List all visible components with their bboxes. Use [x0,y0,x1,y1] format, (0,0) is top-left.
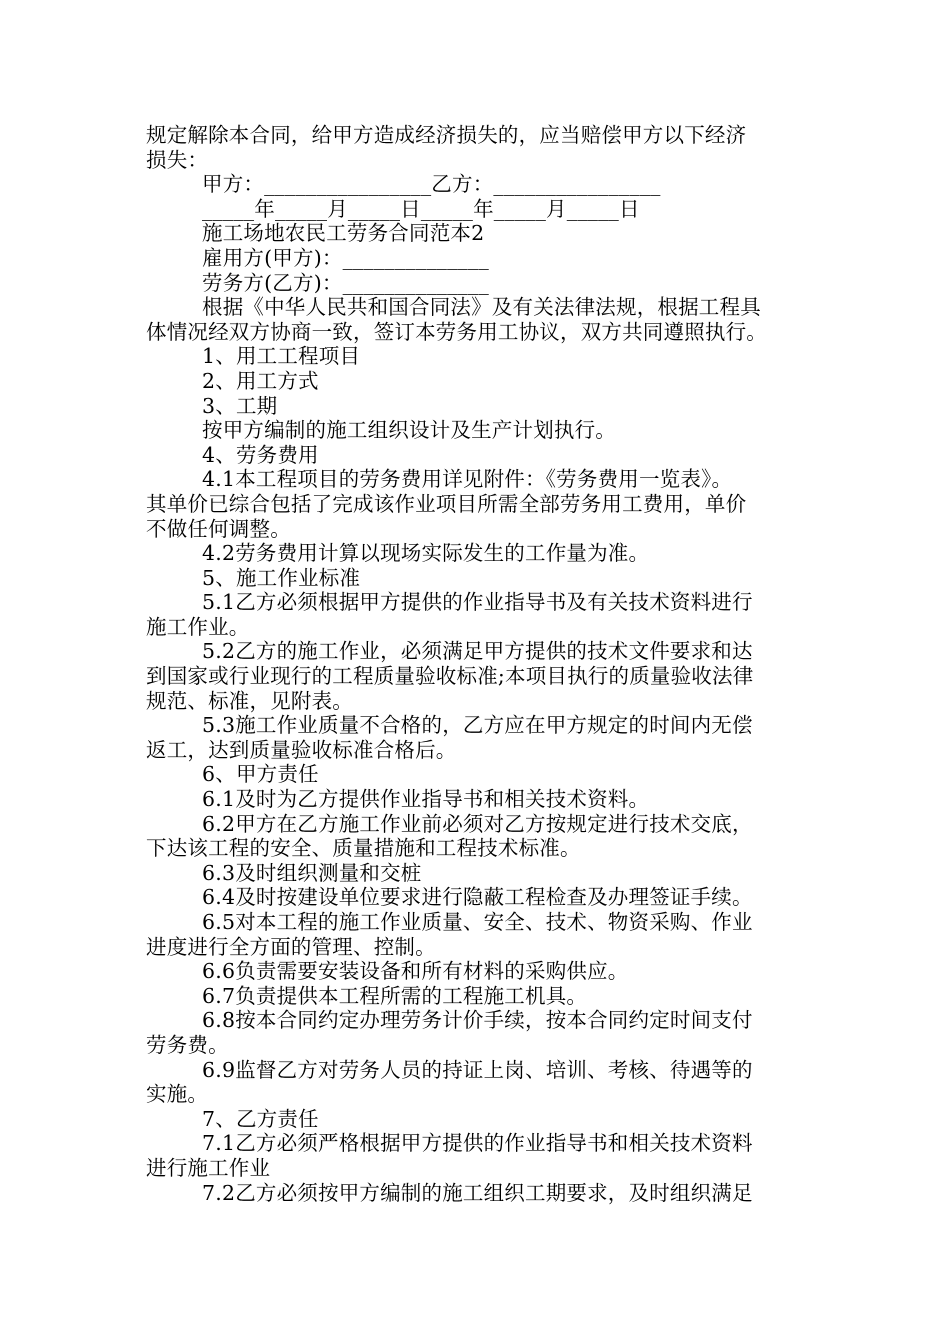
text-line: 6.4及时按建设单位要求进行隐蔽工程检查及办理签证手续。 [202,885,753,910]
text-line: 7.1乙方必须严格根据甲方提供的作业指导书和相关技术资料 [202,1131,753,1156]
text-line: 进行施工作业 [146,1155,271,1180]
text-line: 其单价已综合包括了完成该作业项目所需全部劳务用工费用，单价 [146,491,747,516]
signature-line: 甲方：________________乙方：________________ [202,172,661,197]
text-line: 6.2甲方在乙方施工作业前必须对乙方按规定进行技术交底， [202,811,753,836]
text-line: 6.1及时为乙方提供作业指导书和相关技术资料。 [202,787,650,812]
text-line: 根据《中华人民共和国合同法》及有关法律法规，根据工程具 [202,295,761,320]
text-line: 实施。 [146,1082,209,1107]
text-line: 6.8按本合同约定办理劳务计价手续，按本合同约定时间支付 [202,1008,753,1033]
text-line: 5.2乙方的施工作业，必须满足甲方提供的技术文件要求和达 [202,639,753,664]
clause-heading: 5、施工作业标准 [202,565,361,590]
text-line: 到国家或行业现行的工程质量验收标准;本项目执行的质量验收法律 [146,664,754,689]
text-line: 6.6负责需要安装设备和所有材料的采购供应。 [202,959,629,984]
party-b-line: 劳务方(乙方)：______________ [202,270,489,295]
text-line: 规定解除本合同，给甲方造成经济损失的，应当赔偿甲方以下经济 [146,123,747,147]
text-line: 5.1乙方必须根据甲方提供的作业指导书及有关技术资料进行 [202,590,753,615]
clause-heading: 4、劳务费用 [202,442,319,467]
text-line: 6.3及时组织测量和交桩 [202,860,422,885]
text-line: 施工作业。 [146,614,250,639]
text-line: 返工，达到质量验收标准合格后。 [146,737,457,762]
text-line: 5.3施工作业质量不合格的，乙方应在甲方规定的时间内无偿 [202,713,753,738]
text-line: 6.5对本工程的施工作业质量、安全、技术、物资采购、作业 [202,910,753,934]
text-line: 不做任何调整。 [146,516,291,541]
text-line: 4.2劳务费用计算以现场实际发生的工作量为准。 [202,541,650,566]
text-line: 劳务费。 [146,1032,229,1057]
text-line: 下达该工程的安全、质量措施和工程技术标准。 [146,836,581,861]
clause-heading: 2、用工方式 [202,368,319,393]
text-line: 规范、标准，见附表。 [146,688,353,713]
section-title: 施工场地农民工劳务合同范本2 [202,221,485,246]
text-line: 损失： [146,147,209,172]
text-line: 6.7负责提供本工程所需的工程施工机具。 [202,983,588,1008]
party-a-line: 雇用方(甲方)：______________ [202,245,489,270]
text-line: 6.9监督乙方对劳务人员的持证上岗、培训、考核、待遇等的 [202,1057,753,1082]
text-line: 4.1本工程项目的劳务费用详见附件：《劳务费用一览表》。 [202,467,733,492]
date-line: _____年_____月_____日_____年_____月_____日 [202,196,640,221]
text-line: 体情况经双方协商一致，签订本劳务用工协议，双方共同遵照执行。 [146,319,767,344]
clause-heading: 6、甲方责任 [202,762,319,787]
document-body [146,123,810,1205]
text-line: 进度进行全方面的管理、控制。 [146,934,436,959]
text-line: 7.2乙方必须按甲方编制的施工组织工期要求，及时组织满足 [202,1180,753,1205]
clause-heading: 3、工期 [202,393,278,418]
clause-heading: 7、乙方责任 [202,1106,319,1131]
clause-heading: 1、用工工程项目 [202,344,361,369]
text-line: 按甲方编制的施工组织设计及生产计划执行。 [202,418,616,443]
